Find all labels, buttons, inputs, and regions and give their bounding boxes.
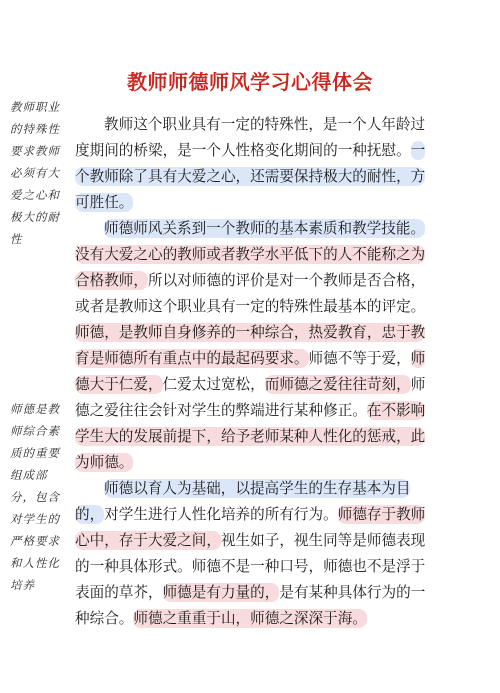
paragraph-1 (75, 112, 435, 216)
sentence: 师德之爱往往会针对学生的弊端进行某种修正。 (75, 376, 426, 419)
highlight-blue: 师德以育人为基础，以提高学生的生存基本为目的， (75, 480, 411, 523)
sentence: 仁爱太过宽松， (162, 376, 265, 393)
sentence: 对学生进行人性化培养的所有行为。 (104, 506, 338, 523)
sentence: 教师这个职业具有一定的特殊性，是一个人年龄过度期间的桥梁，是一个人性格变化期间的一种抚慰。 (75, 116, 426, 159)
article-body (75, 112, 435, 632)
margin-note-2: 师德是教 师综合素 质的重要 组成部 分，包含 对学生的 严格要求 和人性化 培养 (10, 402, 60, 592)
margin-note-1: 教师职业 的特殊性 要求教师 必须有大 爱之心和 极大的耐 性 (10, 100, 60, 246)
highlight-pink: 而师德之爱往往苛刻， (264, 376, 411, 393)
highlight-pink: 师德之重重于山，师德之深深于海。 (133, 610, 367, 627)
sentence: 师德不是一种口号，师德也不是浮于表面的草芥， (75, 558, 426, 601)
highlight-pink: 师德，是教师自身修养的一种综合，热爱教育，忠于教育是师德所有重点中的最起码要求。 (75, 324, 426, 367)
sentence: 所以对师德的评价是对一个教师是否合格，或者是教师这个职业具有一定的特殊性最基本的评定。 (75, 272, 426, 315)
page-title: 教师师德师风学习心得体会 (127, 70, 373, 94)
highlight-pink: 师德存于教师心中，存于大爱之间， (75, 506, 426, 549)
highlight-pink: 在不影响学生大的发展前提下，给予老师某种人性化的惩戒，此为师德。 (75, 402, 426, 471)
sentence: 是有某种具体行为的一种综合。 (75, 584, 426, 627)
highlight-blue: 师德师风关系到一个教师的基本素质和教学技能。 (104, 220, 426, 237)
sentence: 视生如子，视生同等是师德表现的一种具体形式。 (75, 532, 426, 575)
paragraph-2 (75, 216, 435, 476)
highlight-pink: 师德大于仁爱， (75, 350, 426, 393)
highlight-blue: 一个教师除了具有大爱之心，还需要保持极大的耐性，方可胜任。 (75, 142, 426, 211)
highlight-pink: 师德是有力量的， (162, 584, 280, 601)
sentence: 师德不等于爱， (308, 350, 411, 367)
paragraph-3 (75, 476, 435, 632)
highlight-pink: 没有大爱之心的教师或者教学水平低下的人不能称之为合格教师， (75, 246, 426, 289)
